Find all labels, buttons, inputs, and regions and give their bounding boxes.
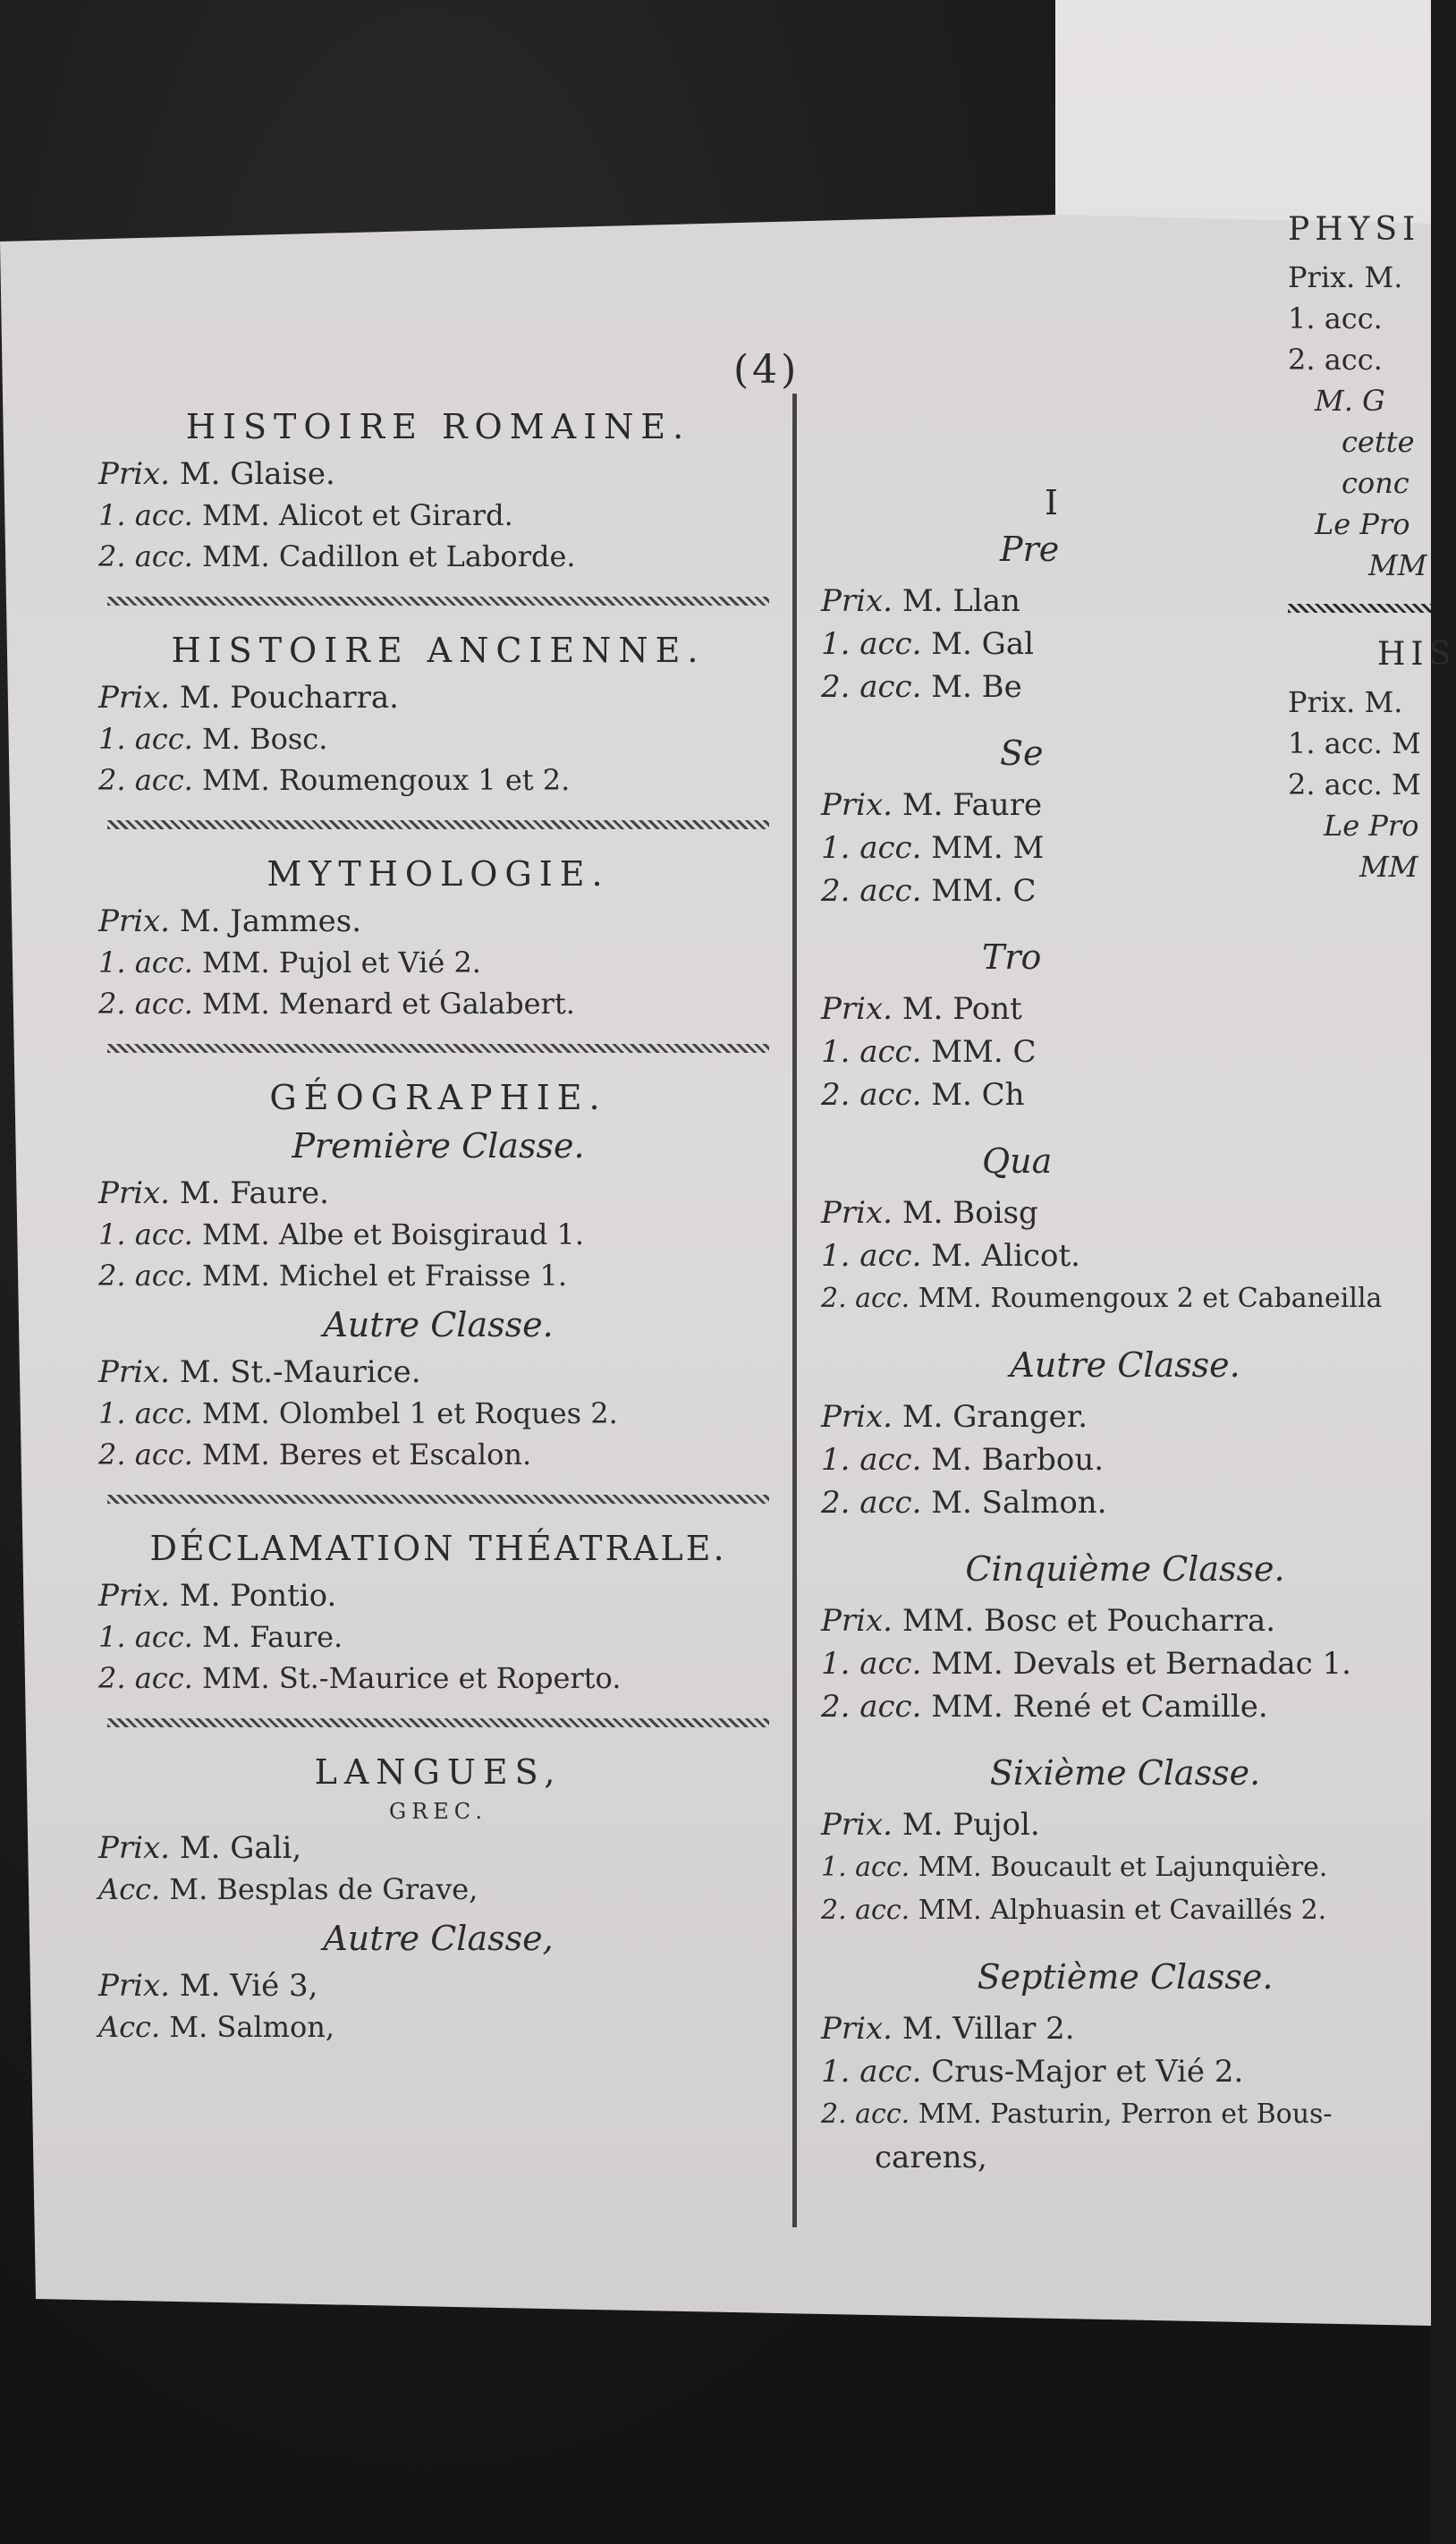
class-subtitle: Cinquième Classe. (965, 1549, 1285, 1589)
prize-line: Prix. M. Faure. (98, 1175, 329, 1211)
class-subtitle: Autre Classe. (323, 1305, 554, 1344)
ornamental-rule (107, 597, 769, 606)
accessit-1-line: 1. acc. M. Barbou. (821, 1442, 1105, 1478)
section-langues (98, 1752, 778, 2048)
accessit-2-line: 2. acc. M. Salmon. (821, 1485, 1107, 1521)
prize-line: Prix. M. Pujol. (821, 1807, 1040, 1843)
back-line: MM (1368, 548, 1427, 582)
back-line: 1. acc. (1288, 301, 1383, 335)
accessit-1-line: 1. acc. MM. Olombel 1 et Roques 2. (98, 1396, 618, 1430)
section-title: MYTHOLOGIE. (267, 854, 610, 894)
ornamental-rule (107, 820, 769, 829)
back-line: MM (1359, 850, 1418, 884)
accessit-line: Acc. M. Salmon, (98, 2010, 335, 2044)
accessit-1-line: 1. acc. Crus-Major et Vié 2. (821, 2054, 1244, 2090)
class-subtitle: Autre Classe. (1010, 1345, 1240, 1385)
accessit-1-line: 1. acc. MM. Boucault et Lajunquière. (821, 1852, 1328, 1883)
ornamental-rule (107, 1495, 769, 1504)
accessit-2-line: 2. acc. MM. Beres et Escalon. (98, 1437, 532, 1471)
back-line: conc (1342, 466, 1409, 500)
accessit-2-line: 2. acc. M. Be (821, 669, 1022, 705)
prize-line: Prix. M. Jammes. (98, 903, 361, 939)
back-page-text (1288, 211, 1456, 887)
accessit-2-line: 2. acc. MM. Alphuasin et Cavaillés 2. (821, 1895, 1327, 1926)
section-title: HISTOIRE ANCIENNE. (171, 631, 706, 670)
prize-line: Prix. MM. Bosc et Poucharra. (821, 1603, 1276, 1639)
page-number: (4) (733, 347, 800, 393)
accessit-2-line: 2. acc. MM. Cadillon et Laborde. (98, 539, 576, 573)
back-line: Prix. M. (1288, 685, 1403, 719)
prize-line: Prix. M. St.-Maurice. (98, 1354, 421, 1390)
accessit-1-line: 1. acc. MM. Pujol et Vié 2. (98, 946, 481, 979)
section-histoire-romaine (98, 407, 778, 577)
prize-line: Prix. M. Villar 2. (821, 2011, 1075, 2047)
prize-line: Prix. M. Pontio. (98, 1578, 337, 1614)
accessit-1-line: 1. acc. M. Alicot. (821, 1238, 1080, 1274)
accessit-2-line: 2. acc. MM. Roumengoux 1 et 2. (98, 763, 571, 797)
prize-line: Prix. M. Faure (821, 787, 1043, 823)
accessit-1-line: 1. acc. M. Bosc. (98, 722, 328, 756)
class-subtitle: Sixième Classe. (989, 1753, 1261, 1793)
subsection-grec: GREC. (389, 1799, 487, 1824)
back-line: 2. acc. (1288, 343, 1383, 377)
accessit-1-line: 1. acc. MM. C (821, 1034, 1037, 1070)
prize-line: Prix. M. Boisg (821, 1195, 1038, 1231)
accessit-1-line: 1. acc. MM. M (821, 830, 1045, 866)
back-line: 1. acc. M (1288, 726, 1421, 760)
accessit-2-line: 2. acc. MM. Roumengoux 2 et Cabaneilla (821, 1283, 1383, 1314)
accessit-2-line: 2. acc. MM. Pasturin, Perron et Bous- (821, 2099, 1333, 2130)
class-subtitle: Première Classe. (292, 1126, 585, 1166)
accessit-2-line: 2. acc. MM. St.-Maurice et Roperto. (98, 1661, 622, 1695)
class-subtitle: Autre Classe, (323, 1919, 554, 1958)
back-line: Prix. M. (1288, 260, 1403, 294)
section-declamation (98, 1529, 778, 1699)
column-divider (792, 394, 797, 2227)
class-subtitle: Se (1000, 734, 1044, 773)
back-line: M. G (1315, 384, 1385, 418)
continuation-line: carens, (875, 2140, 987, 2175)
back-line: Le Pro (1315, 507, 1410, 541)
accessit-line: Acc. M. Besplas de Grave, (98, 1872, 478, 1906)
prize-line: Prix. M. Poucharra. (98, 680, 399, 716)
ornamental-rule (107, 1044, 769, 1053)
accessit-1-line: 1. acc. MM. Alicot et Girard. (98, 498, 513, 532)
back-section-title: HIS (1377, 636, 1456, 673)
prize-line: Prix. M. Gali, (98, 1830, 302, 1866)
class-subtitle: Pre (1000, 530, 1060, 569)
section-title-partial: I (1045, 483, 1066, 522)
accessit-1-line: 1. acc. MM. Devals et Bernadac 1. (821, 1646, 1351, 1682)
section-title: HISTOIRE ROMAINE. (185, 407, 691, 446)
section-title: GÉOGRAPHIE. (269, 1078, 607, 1117)
accessit-1-line: 1. acc. MM. Albe et Boisgiraud 1. (98, 1217, 585, 1251)
accessit-2-line: 2. acc. MM. René et Camille. (821, 1689, 1268, 1725)
section-title: DÉCLAMATION THÉATRALE. (149, 1529, 727, 1568)
accessit-2-line: 2. acc. MM. C (821, 873, 1037, 909)
back-line: cette (1342, 425, 1415, 459)
back-section-title: PHYSI (1288, 211, 1421, 248)
accessit-1-line: 1. acc. M. Faure. (98, 1620, 343, 1654)
section-histoire-ancienne (98, 631, 778, 801)
class-subtitle: Septième Classe. (977, 1957, 1274, 1997)
prize-line: Prix. M. Glaise. (98, 456, 335, 492)
back-ornamental-rule (1288, 604, 1431, 613)
back-line: 2. acc. M (1288, 767, 1421, 801)
class-subtitle: Qua (982, 1141, 1053, 1181)
section-title: LANGUES, (314, 1752, 563, 1792)
prize-line: Prix. M. Pont (821, 991, 1022, 1027)
prize-line: Prix. M. Vié 3, (98, 1968, 318, 2004)
accessit-1-line: 1. acc. M. Gal (821, 626, 1034, 662)
accessit-2-line: 2. acc. M. Ch (821, 1077, 1025, 1113)
left-column (98, 407, 778, 2048)
section-mythologie (98, 854, 778, 1024)
prize-line: Prix. M. Llan (821, 583, 1020, 619)
prize-line: Prix. M. Granger. (821, 1399, 1088, 1435)
accessit-2-line: 2. acc. MM. Menard et Galabert. (98, 987, 575, 1021)
ornamental-rule (107, 1718, 769, 1727)
class-subtitle: Tro (982, 937, 1042, 977)
back-line: Le Pro (1324, 809, 1419, 843)
section-geographie (98, 1078, 778, 1475)
accessit-2-line: 2. acc. MM. Michel et Fraisse 1. (98, 1259, 567, 1293)
